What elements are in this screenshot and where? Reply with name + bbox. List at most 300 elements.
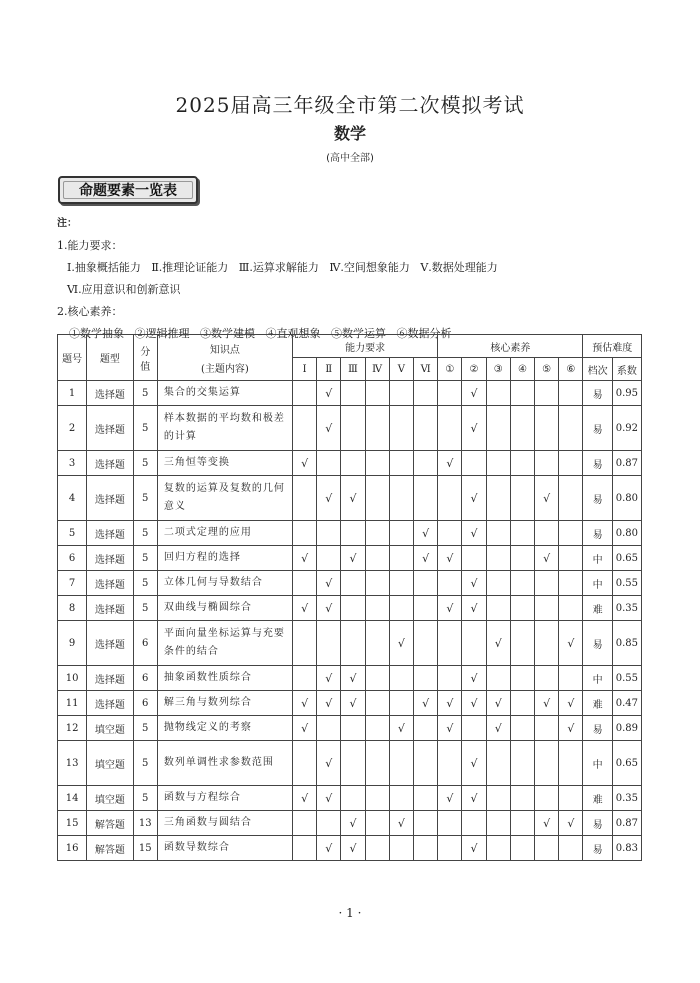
row-score: 5 <box>133 451 157 476</box>
check-mark: √ <box>462 521 486 546</box>
table-body <box>58 381 642 861</box>
header-ability-col: Ⅰ <box>292 358 316 381</box>
ability-cell <box>389 596 413 621</box>
row-type: 选择题 <box>87 691 133 716</box>
literacy-cell <box>486 811 510 836</box>
row-num: 15 <box>58 811 87 836</box>
literacy-cell <box>462 716 486 741</box>
row-score: 6 <box>133 691 157 716</box>
literacy-cell <box>486 596 510 621</box>
row-type: 选择题 <box>87 621 133 666</box>
row-num: 8 <box>58 596 87 621</box>
row-level: 中 <box>583 571 612 596</box>
ability-cell <box>317 811 341 836</box>
check-mark: √ <box>486 621 510 666</box>
row-type: 选择题 <box>87 476 133 521</box>
ability-heading: 1.能力要求： <box>57 239 123 252</box>
check-mark: √ <box>462 571 486 596</box>
row-score: 5 <box>133 546 157 571</box>
check-mark: √ <box>438 596 462 621</box>
ability-cell <box>413 621 437 666</box>
literacy-cell <box>486 666 510 691</box>
table-row <box>58 621 642 666</box>
row-level: 易 <box>583 836 612 861</box>
literacy-cell <box>438 741 462 786</box>
ability-cell <box>413 741 437 786</box>
row-coef: 0.35 <box>612 786 641 811</box>
row-coef: 0.55 <box>612 666 641 691</box>
check-mark: √ <box>341 476 365 521</box>
row-type: 填空题 <box>87 786 133 811</box>
literacy-cell <box>438 571 462 596</box>
row-num: 12 <box>58 716 87 741</box>
literacy-cell <box>462 546 486 571</box>
row-num: 1 <box>58 381 87 406</box>
table-row <box>58 451 642 476</box>
row-num: 14 <box>58 786 87 811</box>
ability-cell <box>365 716 389 741</box>
literacy-cell <box>486 786 510 811</box>
literacy-cell <box>510 621 534 666</box>
row-coef: 0.47 <box>612 691 641 716</box>
ability-cell <box>413 476 437 521</box>
ability-cell <box>292 811 316 836</box>
row-type: 选择题 <box>87 571 133 596</box>
ability-cell <box>317 546 341 571</box>
ability-line-1: Ⅰ.抽象概括能力 Ⅱ.推理论证能力 Ⅲ.运算求解能力 Ⅳ.空间想象能力 Ⅴ.数据处理能力 <box>67 261 498 274</box>
row-num: 11 <box>58 691 87 716</box>
header-ability-col: Ⅴ <box>389 358 413 381</box>
check-mark: √ <box>317 666 341 691</box>
row-coef: 0.83 <box>612 836 641 861</box>
check-mark: √ <box>559 691 583 716</box>
check-mark: √ <box>438 716 462 741</box>
row-num: 10 <box>58 666 87 691</box>
ability-cell <box>365 666 389 691</box>
literacy-cell <box>486 521 510 546</box>
ability-cell <box>365 381 389 406</box>
check-mark: √ <box>341 836 365 861</box>
literacy-cell <box>559 521 583 546</box>
header-literacy-col: ③ <box>486 358 510 381</box>
table-row <box>58 406 642 451</box>
row-knowledge: 样本数据的平均数和极差的计算 <box>157 406 292 451</box>
row-num: 5 <box>58 521 87 546</box>
table-row <box>58 691 642 716</box>
ability-cell <box>389 836 413 861</box>
check-mark: √ <box>438 451 462 476</box>
check-mark: √ <box>292 596 316 621</box>
header-ability-col: Ⅳ <box>365 358 389 381</box>
ability-cell <box>389 476 413 521</box>
header-level: 档次 <box>583 358 612 381</box>
check-mark: √ <box>341 666 365 691</box>
header-literacy-col: ① <box>438 358 462 381</box>
ability-cell <box>317 521 341 546</box>
literacy-cell <box>510 666 534 691</box>
row-knowledge: 三角恒等变换 <box>157 451 292 476</box>
row-score: 6 <box>133 666 157 691</box>
row-type: 选择题 <box>87 666 133 691</box>
literacy-cell <box>559 476 583 521</box>
row-num: 3 <box>58 451 87 476</box>
ability-cell <box>365 596 389 621</box>
row-score: 5 <box>133 571 157 596</box>
row-num: 4 <box>58 476 87 521</box>
check-mark: √ <box>317 741 341 786</box>
row-score: 5 <box>133 716 157 741</box>
literacy-cell <box>510 741 534 786</box>
check-mark: √ <box>389 811 413 836</box>
header-literacy-col: ④ <box>510 358 534 381</box>
check-mark: √ <box>413 546 437 571</box>
literacy-cell <box>510 406 534 451</box>
check-mark: √ <box>292 716 316 741</box>
section-banner <box>58 176 198 204</box>
ability-cell <box>365 691 389 716</box>
row-knowledge: 平面向量坐标运算与充要条件的结合 <box>157 621 292 666</box>
check-mark: √ <box>341 546 365 571</box>
literacy-cell <box>510 521 534 546</box>
row-score: 5 <box>133 741 157 786</box>
literacy-cell <box>486 571 510 596</box>
ability-cell <box>341 571 365 596</box>
header-ability-col: Ⅲ <box>341 358 365 381</box>
check-mark: √ <box>292 451 316 476</box>
row-level: 易 <box>583 381 612 406</box>
header-score: 分值 <box>133 335 157 381</box>
row-score: 6 <box>133 621 157 666</box>
header-literacy-col: ⑤ <box>535 358 559 381</box>
table-row <box>58 741 642 786</box>
literacy-cell <box>559 741 583 786</box>
table-row <box>58 571 642 596</box>
literacy-cell <box>510 716 534 741</box>
check-mark: √ <box>413 521 437 546</box>
literacy-line: ①数学抽象 ②逻辑推理 ③数学建模 ④直观想象 ⑤数学运算 ⑥数据分析 <box>69 327 452 340</box>
literacy-cell <box>535 596 559 621</box>
check-mark: √ <box>535 691 559 716</box>
header-knowledge-label: 知识点 <box>209 344 240 356</box>
ability-cell <box>389 406 413 451</box>
literacy-cell <box>535 381 559 406</box>
literacy-cell <box>535 716 559 741</box>
row-score: 5 <box>133 406 157 451</box>
literacy-cell <box>535 521 559 546</box>
literacy-cell <box>510 381 534 406</box>
ability-cell <box>317 621 341 666</box>
header-ability-col: Ⅱ <box>317 358 341 381</box>
row-level: 易 <box>583 451 612 476</box>
ability-cell <box>365 571 389 596</box>
ability-cell <box>317 451 341 476</box>
row-knowledge: 双曲线与椭圆综合 <box>157 596 292 621</box>
check-mark: √ <box>462 596 486 621</box>
ability-cell <box>341 786 365 811</box>
row-coef: 0.65 <box>612 546 641 571</box>
subject-title: 数学 <box>333 124 366 143</box>
table-row <box>58 716 642 741</box>
ability-cell <box>413 811 437 836</box>
check-mark: √ <box>462 741 486 786</box>
ability-cell <box>389 546 413 571</box>
check-mark: √ <box>535 546 559 571</box>
ability-cell <box>365 521 389 546</box>
literacy-cell <box>486 546 510 571</box>
row-level: 中 <box>583 666 612 691</box>
ability-cell <box>389 521 413 546</box>
ability-cell <box>341 621 365 666</box>
ability-cell <box>389 691 413 716</box>
literacy-cell <box>535 786 559 811</box>
ability-cell <box>341 741 365 786</box>
check-mark: √ <box>462 691 486 716</box>
table-row <box>58 786 642 811</box>
check-mark: √ <box>535 811 559 836</box>
literacy-cell <box>559 381 583 406</box>
literacy-cell <box>559 786 583 811</box>
ability-cell <box>292 381 316 406</box>
row-knowledge: 复数的运算及复数的几何意义 <box>157 476 292 521</box>
literacy-cell <box>535 836 559 861</box>
row-num: 16 <box>58 836 87 861</box>
table-row <box>58 521 642 546</box>
row-score: 5 <box>133 521 157 546</box>
check-mark: √ <box>535 476 559 521</box>
table-row <box>58 476 642 521</box>
literacy-cell <box>510 546 534 571</box>
literacy-cell <box>486 381 510 406</box>
banner-label: 命题要素一览表 <box>79 183 177 199</box>
table-row <box>58 836 642 861</box>
header-literacy: 核心素养 <box>438 335 583 358</box>
check-mark: √ <box>462 666 486 691</box>
literacy-cell <box>535 621 559 666</box>
table-row <box>58 546 642 571</box>
ability-cell <box>341 451 365 476</box>
check-mark: √ <box>413 691 437 716</box>
ability-cell <box>413 381 437 406</box>
header-ability: 能力要求 <box>292 335 437 358</box>
literacy-cell <box>559 666 583 691</box>
literacy-cell <box>438 666 462 691</box>
check-mark: √ <box>462 406 486 451</box>
row-coef: 0.89 <box>612 716 641 741</box>
ability-cell <box>389 786 413 811</box>
check-mark: √ <box>292 691 316 716</box>
ability-cell <box>292 741 316 786</box>
row-type: 解答题 <box>87 811 133 836</box>
ability-cell <box>365 836 389 861</box>
ability-cell <box>292 476 316 521</box>
ability-cell <box>413 716 437 741</box>
header-difficulty: 预估难度 <box>583 335 642 358</box>
check-mark: √ <box>438 546 462 571</box>
literacy-cell <box>486 836 510 861</box>
literacy-cell <box>510 476 534 521</box>
literacy-cell <box>559 836 583 861</box>
ability-cell <box>389 741 413 786</box>
row-coef: 0.87 <box>612 451 641 476</box>
literacy-cell <box>486 476 510 521</box>
row-knowledge: 函数导数综合 <box>157 836 292 861</box>
ability-cell <box>365 811 389 836</box>
ability-cell <box>365 546 389 571</box>
literacy-cell <box>486 451 510 476</box>
row-level: 易 <box>583 521 612 546</box>
header-knowledge <box>157 335 292 381</box>
check-mark: √ <box>438 786 462 811</box>
check-mark: √ <box>317 596 341 621</box>
ability-cell <box>413 786 437 811</box>
check-mark: √ <box>292 546 316 571</box>
ability-cell <box>292 836 316 861</box>
header-ability-col: Ⅵ <box>413 358 437 381</box>
row-knowledge: 二项式定理的应用 <box>157 521 292 546</box>
row-type: 选择题 <box>87 451 133 476</box>
header-num: 题号 <box>58 335 87 381</box>
literacy-cell <box>535 666 559 691</box>
literacy-cell <box>510 571 534 596</box>
literacy-cell <box>535 571 559 596</box>
row-level: 难 <box>583 786 612 811</box>
row-type: 选择题 <box>87 406 133 451</box>
literacy-cell <box>510 786 534 811</box>
ability-cell <box>365 786 389 811</box>
row-coef: 0.80 <box>612 476 641 521</box>
ability-cell <box>413 406 437 451</box>
header-knowledge-sub: (主题内容) <box>200 363 249 375</box>
ability-cell <box>365 451 389 476</box>
row-coef: 0.55 <box>612 571 641 596</box>
table-row <box>58 666 642 691</box>
check-mark: √ <box>438 691 462 716</box>
row-level: 易 <box>583 811 612 836</box>
check-mark: √ <box>559 716 583 741</box>
literacy-cell <box>486 406 510 451</box>
check-mark: √ <box>462 476 486 521</box>
ability-cell <box>341 716 365 741</box>
ability-cell <box>365 476 389 521</box>
row-score: 15 <box>133 836 157 861</box>
ability-cell <box>389 571 413 596</box>
row-num: 6 <box>58 546 87 571</box>
row-coef: 0.65 <box>612 741 641 786</box>
ability-cell <box>413 836 437 861</box>
literacy-cell <box>510 811 534 836</box>
row-knowledge: 函数与方程综合 <box>157 786 292 811</box>
row-type: 选择题 <box>87 596 133 621</box>
scope-label: (高中全部) <box>326 153 374 164</box>
ability-cell <box>365 741 389 786</box>
check-mark: √ <box>317 406 341 451</box>
literacy-cell <box>510 691 534 716</box>
literacy-cell <box>462 451 486 476</box>
ability-cell <box>413 571 437 596</box>
check-mark: √ <box>462 786 486 811</box>
literacy-cell <box>559 451 583 476</box>
ability-cell <box>292 666 316 691</box>
row-knowledge: 抽象函数性质综合 <box>157 666 292 691</box>
check-mark: √ <box>317 476 341 521</box>
check-mark: √ <box>462 381 486 406</box>
table-row <box>58 811 642 836</box>
row-score: 5 <box>133 381 157 406</box>
row-knowledge: 立体几何与导数结合 <box>157 571 292 596</box>
ability-cell <box>341 406 365 451</box>
row-num: 9 <box>58 621 87 666</box>
ability-cell <box>292 406 316 451</box>
exam-table <box>57 334 642 861</box>
literacy-cell <box>510 451 534 476</box>
literacy-cell <box>559 596 583 621</box>
ability-cell <box>389 666 413 691</box>
check-mark: √ <box>341 691 365 716</box>
notes-heading: 注： <box>57 218 77 229</box>
row-level: 易 <box>583 476 612 521</box>
row-type: 选择题 <box>87 381 133 406</box>
table-row <box>58 381 642 406</box>
literacy-cell <box>438 406 462 451</box>
ability-cell <box>365 621 389 666</box>
check-mark: √ <box>317 786 341 811</box>
literacy-cell <box>438 811 462 836</box>
row-level: 难 <box>583 596 612 621</box>
literacy-cell <box>559 406 583 451</box>
row-level: 易 <box>583 621 612 666</box>
table-row <box>58 596 642 621</box>
row-num: 13 <box>58 741 87 786</box>
row-num: 7 <box>58 571 87 596</box>
literacy-cell <box>559 546 583 571</box>
ability-cell <box>317 716 341 741</box>
row-coef: 0.80 <box>612 521 641 546</box>
row-knowledge: 数列单调性求参数范围 <box>157 741 292 786</box>
row-level: 易 <box>583 406 612 451</box>
literacy-cell <box>438 381 462 406</box>
check-mark: √ <box>389 716 413 741</box>
row-coef: 0.95 <box>612 381 641 406</box>
row-knowledge: 抛物线定义的考察 <box>157 716 292 741</box>
check-mark: √ <box>559 621 583 666</box>
ability-cell <box>389 451 413 476</box>
check-mark: √ <box>317 381 341 406</box>
header-literacy-col: ⑥ <box>559 358 583 381</box>
row-level: 中 <box>583 546 612 571</box>
ability-cell <box>292 621 316 666</box>
literacy-cell <box>462 621 486 666</box>
check-mark: √ <box>389 621 413 666</box>
row-type: 填空题 <box>87 741 133 786</box>
ability-cell <box>292 521 316 546</box>
row-coef: 0.92 <box>612 406 641 451</box>
page-number: · 1 · <box>338 906 362 920</box>
row-knowledge: 三角函数与圆结合 <box>157 811 292 836</box>
check-mark: √ <box>317 836 341 861</box>
check-mark: √ <box>292 786 316 811</box>
check-mark: √ <box>317 691 341 716</box>
literacy-cell <box>486 741 510 786</box>
literacy-cell <box>438 836 462 861</box>
row-type: 解答题 <box>87 836 133 861</box>
row-knowledge: 回归方程的选择 <box>157 546 292 571</box>
row-type: 选择题 <box>87 546 133 571</box>
check-mark: √ <box>559 811 583 836</box>
header-coef: 系数 <box>612 358 641 381</box>
ability-cell <box>413 666 437 691</box>
literacy-cell <box>559 571 583 596</box>
ability-cell <box>341 596 365 621</box>
